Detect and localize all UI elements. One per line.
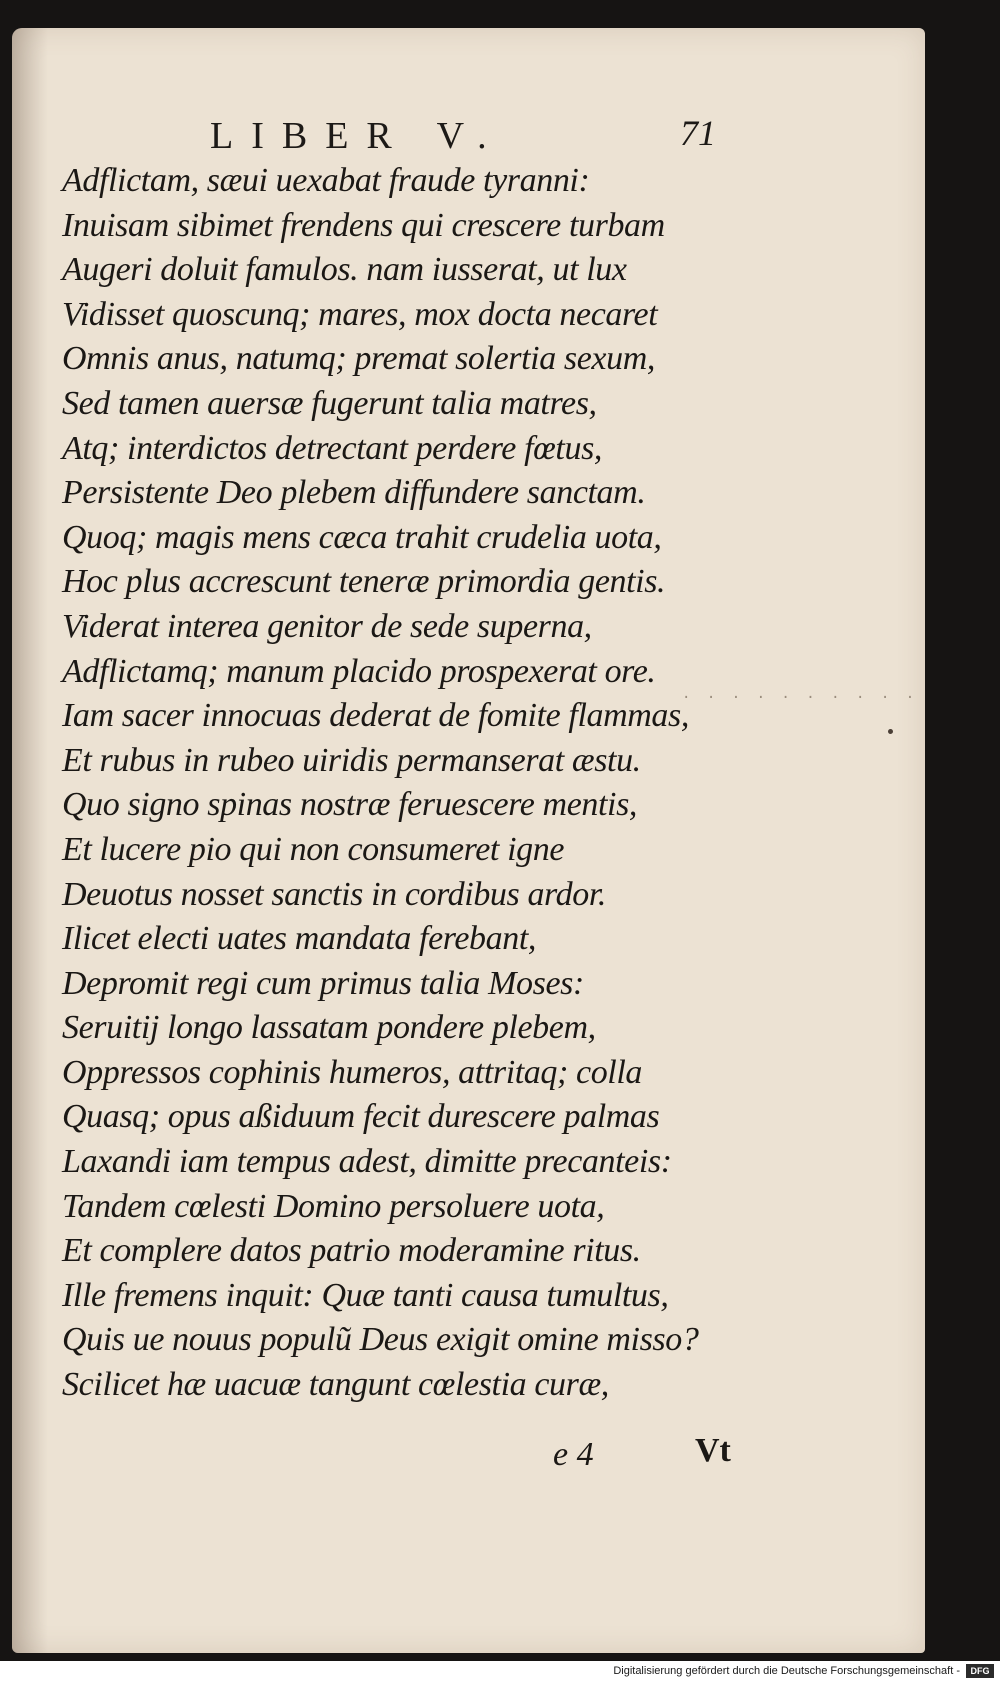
verse-line: Laxandi iam tempus adest, dimitte precanteis: [62, 1143, 672, 1181]
verse-line: Ille fremens inquit: Quæ tanti causa tumultus, [62, 1276, 669, 1314]
digitization-credit: Digitalisierung gefördert durch die Deutsche Forschungsgemeinschaft - [613, 1665, 960, 1677]
signature-mark: e 4 [553, 1436, 594, 1473]
verse-line: Deuotus nosset sanctis in cordibus ardor. [62, 875, 606, 913]
verse-line: Viderat interea genitor de sede superna, [62, 607, 592, 645]
verse-line: Adflictamq; manum placido prospexerat ore. [62, 652, 656, 690]
verse-line: Et complere datos patrio moderamine ritus. [62, 1232, 641, 1270]
ink-dots: · · · · · · · · · · [682, 690, 919, 706]
verse-line: Seruitij longo lassatam pondere plebem, [62, 1009, 596, 1047]
verse-line: Quoq; magis mens cæca trahit crudelia uota, [62, 518, 662, 556]
page-edge-shadow [12, 28, 48, 1653]
verse-line: Tandem cœlesti Domino persoluere uota, [62, 1187, 605, 1225]
verse-line: Hoc plus accrescunt teneræ primordia gentis. [62, 563, 666, 601]
verse-line: Quasq; opus aßiduum fecit durescere palmas [62, 1098, 660, 1136]
verse-line: Sed tamen auersæ fugerunt talia matres, [62, 384, 597, 422]
verse-line: Augeri doluit famulos. nam iusserat, ut lux [62, 251, 627, 289]
verse-line: Et rubus in rubeo uiridis permanserat æstu. [62, 741, 641, 779]
verse-line: Oppressos cophinis humeros, attritaq; colla [62, 1053, 642, 1091]
dfg-logo-icon: DFG [966, 1664, 994, 1678]
digitization-footer [0, 1661, 1000, 1684]
ink-speck [888, 729, 893, 734]
verse-line: Quis ue nouus populũ Deus exigit omine misso? [62, 1321, 699, 1359]
verse-block [62, 159, 698, 1408]
verse-line: Persistente Deo plebem diffundere sanctam. [62, 474, 646, 512]
verse-line: Vidisset quoscunq; mares, mox docta necaret [62, 295, 658, 333]
catchword: Vt [695, 1432, 731, 1469]
verse-line: Ilicet electi uates mandata ferebant, [62, 920, 536, 958]
running-title: LIBER V. [210, 115, 505, 157]
verse-line: Quo signo spinas nostræ feruescere mentis, [62, 786, 638, 824]
verse-line: Adflictam, sæui uexabat fraude tyranni: [62, 162, 590, 199]
verse-line: Depromit regi cum primus talia Moses: [62, 964, 584, 1002]
book-page [12, 28, 925, 1653]
verse-line: Atq; interdictos detrectant perdere fœtus, [62, 429, 603, 467]
verse-line: Scilicet hæ uacuæ tangunt cœlestia curæ, [62, 1366, 609, 1404]
page-number: 71 [680, 113, 716, 153]
verse-line: Iam sacer innocuas dederat de fomite flammas, [62, 697, 689, 735]
verse-line: Omnis anus, natumq; premat solertia sexum, [62, 340, 655, 378]
verse-line: Et lucere pio qui non consumeret igne [62, 830, 565, 868]
verse-line: Inuisam sibimet frendens qui crescere turbam [62, 206, 665, 244]
